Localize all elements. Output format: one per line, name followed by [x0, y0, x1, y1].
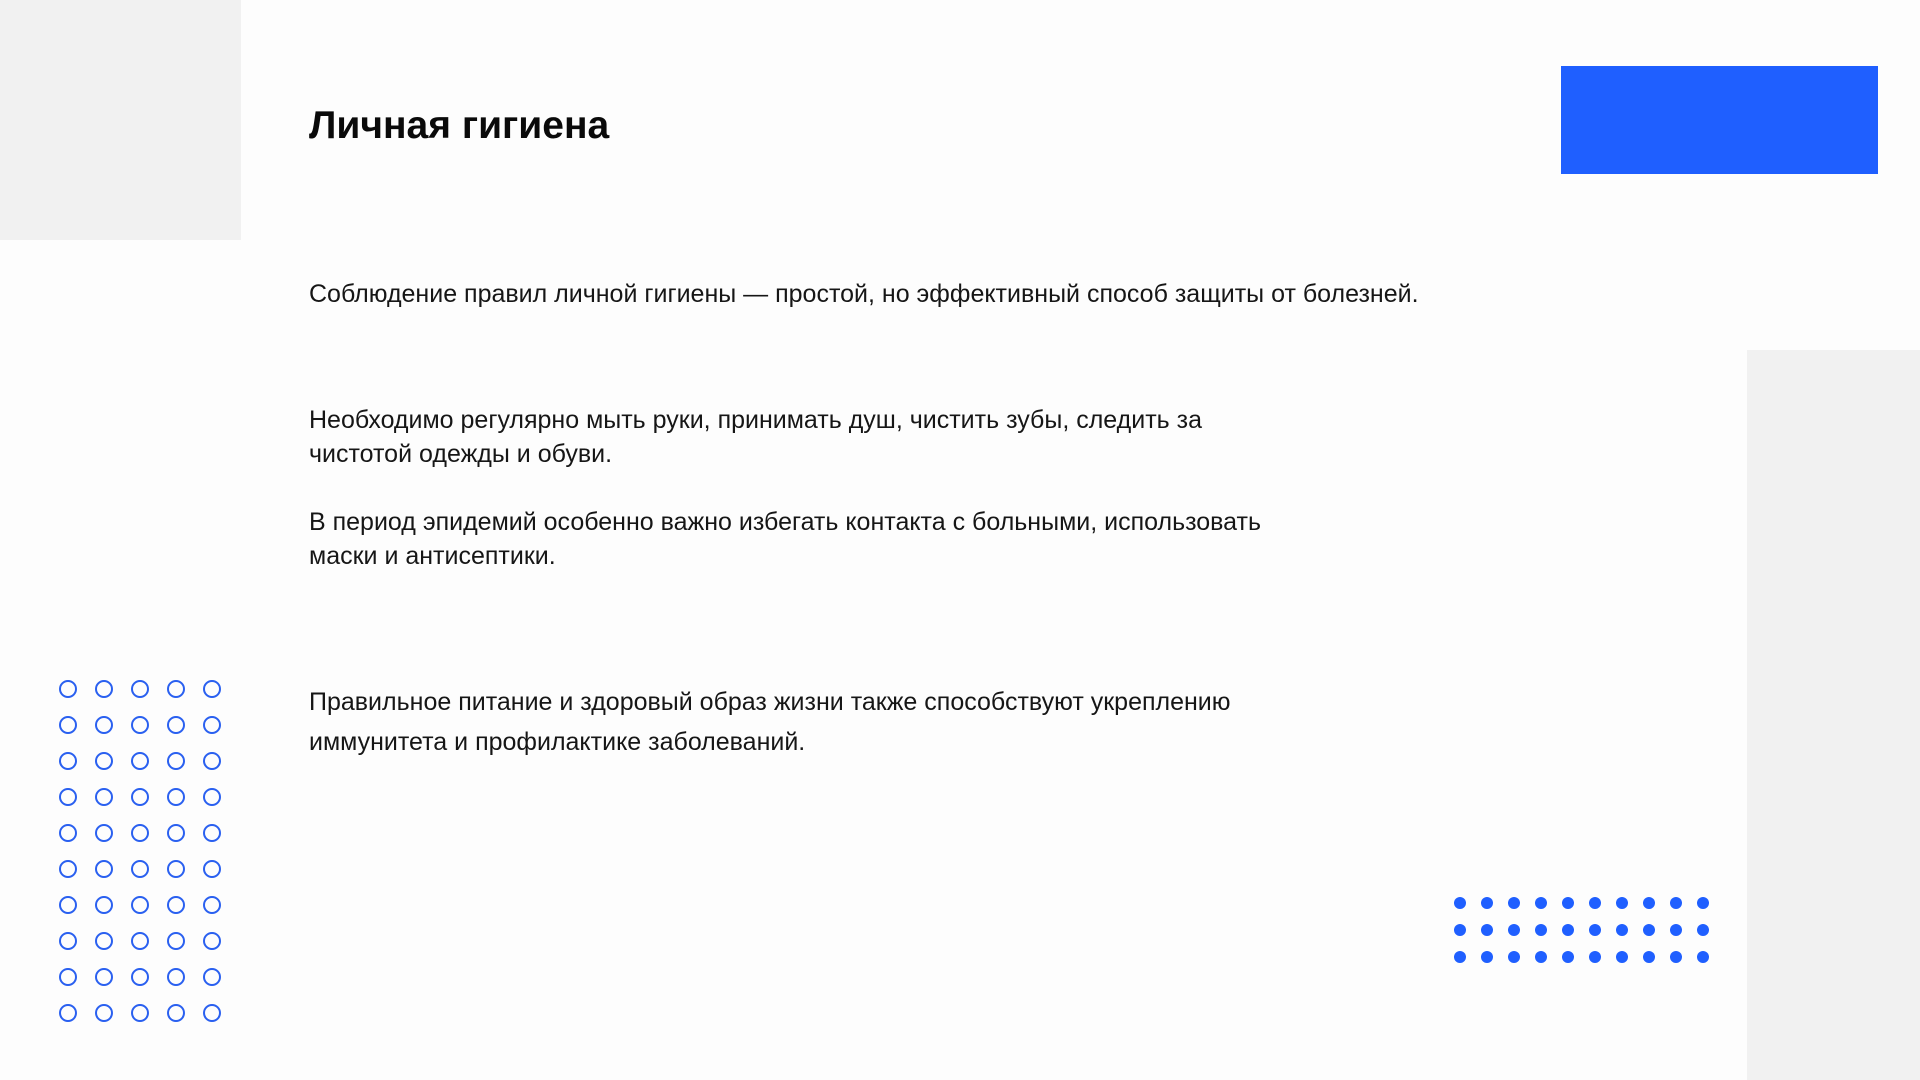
dot-icon — [1508, 897, 1520, 909]
dot-icon — [1616, 951, 1628, 963]
dot-icon — [1454, 951, 1466, 963]
ring-icon — [203, 788, 221, 806]
dot-icon — [1697, 897, 1709, 909]
dot-icon — [1562, 897, 1574, 909]
ring-icon — [131, 680, 149, 698]
dot-icon — [1481, 924, 1493, 936]
ring-icon — [203, 824, 221, 842]
decorative-panel-top-left — [0, 0, 241, 240]
dot-icon — [1670, 924, 1682, 936]
dot-icon — [1697, 951, 1709, 963]
ring-icon — [95, 788, 113, 806]
ring-icon — [167, 752, 185, 770]
ring-icon — [131, 752, 149, 770]
dot-icon — [1697, 924, 1709, 936]
dot-icon — [1454, 897, 1466, 909]
ring-icon — [59, 716, 77, 734]
decorative-panel-right — [1747, 350, 1920, 1080]
dot-icon — [1589, 897, 1601, 909]
dot-icon — [1670, 897, 1682, 909]
ring-icon — [167, 824, 185, 842]
dot-icon — [1616, 897, 1628, 909]
ring-icon — [167, 860, 185, 878]
ring-icon — [131, 824, 149, 842]
ring-icon — [167, 932, 185, 950]
ring-icon — [167, 716, 185, 734]
ring-icon — [203, 860, 221, 878]
ring-icon — [131, 788, 149, 806]
dot-icon — [1508, 924, 1520, 936]
ring-icon — [203, 752, 221, 770]
ring-icon — [95, 824, 113, 842]
ring-icon — [95, 716, 113, 734]
paragraph-epidemic-measures: В период эпидемий особенно важно избегать контакта с больными, использовать маски и антисептики. — [309, 508, 1262, 570]
ring-icon — [95, 896, 113, 914]
ring-icon — [95, 860, 113, 878]
dot-icon — [1643, 951, 1655, 963]
accent-rectangle — [1561, 66, 1878, 174]
ring-icon — [167, 680, 185, 698]
ring-icon — [131, 896, 149, 914]
ring-icon — [203, 968, 221, 986]
ring-icon — [59, 896, 77, 914]
paragraph-healthy-lifestyle: Правильное питание и здоровый образ жизни также способствуют укреплению иммунитета и профилактике заболеваний. — [309, 688, 1231, 756]
dot-icon — [1616, 924, 1628, 936]
ring-icon — [59, 932, 77, 950]
ring-icon — [59, 680, 77, 698]
dot-icon — [1481, 951, 1493, 963]
ring-icon — [203, 1004, 221, 1022]
ring-icon — [203, 932, 221, 950]
dot-icon — [1535, 897, 1547, 909]
ring-icon — [59, 824, 77, 842]
ring-icon — [167, 788, 185, 806]
ring-icon — [95, 752, 113, 770]
ring-icon — [131, 716, 149, 734]
ring-icon — [167, 968, 185, 986]
ring-icon — [131, 860, 149, 878]
ring-icon — [203, 680, 221, 698]
slide-title: Личная гигиена — [309, 104, 610, 147]
dot-icon — [1562, 924, 1574, 936]
dot-icon — [1535, 924, 1547, 936]
ring-icon — [131, 1004, 149, 1022]
ring-icon — [131, 968, 149, 986]
paragraph-intro: Соблюдение правил личной гигиены — простой, но эффективный способ защиты от болезней. — [309, 280, 1419, 308]
ring-icon — [59, 1004, 77, 1022]
ring-icon — [59, 860, 77, 878]
ring-icon — [203, 896, 221, 914]
paragraph-hygiene-habits: Необходимо регулярно мыть руки, принимать душ, чистить зубы, следить за чистотой одежды и обуви. — [309, 406, 1202, 468]
ring-icon — [167, 1004, 185, 1022]
ring-icon — [59, 788, 77, 806]
dot-icon — [1643, 897, 1655, 909]
ring-icon — [59, 968, 77, 986]
dot-icon — [1589, 924, 1601, 936]
dot-icon — [1508, 951, 1520, 963]
decorative-circle-grid — [59, 680, 224, 1025]
dot-icon — [1643, 924, 1655, 936]
dot-icon — [1481, 897, 1493, 909]
ring-icon — [167, 896, 185, 914]
dot-icon — [1589, 951, 1601, 963]
dot-icon — [1670, 951, 1682, 963]
ring-icon — [95, 932, 113, 950]
decorative-dot-grid — [1454, 897, 1714, 962]
ring-icon — [59, 752, 77, 770]
dot-icon — [1454, 924, 1466, 936]
ring-icon — [131, 932, 149, 950]
ring-icon — [95, 968, 113, 986]
dot-icon — [1535, 951, 1547, 963]
ring-icon — [95, 680, 113, 698]
dot-icon — [1562, 951, 1574, 963]
ring-icon — [203, 716, 221, 734]
ring-icon — [95, 1004, 113, 1022]
